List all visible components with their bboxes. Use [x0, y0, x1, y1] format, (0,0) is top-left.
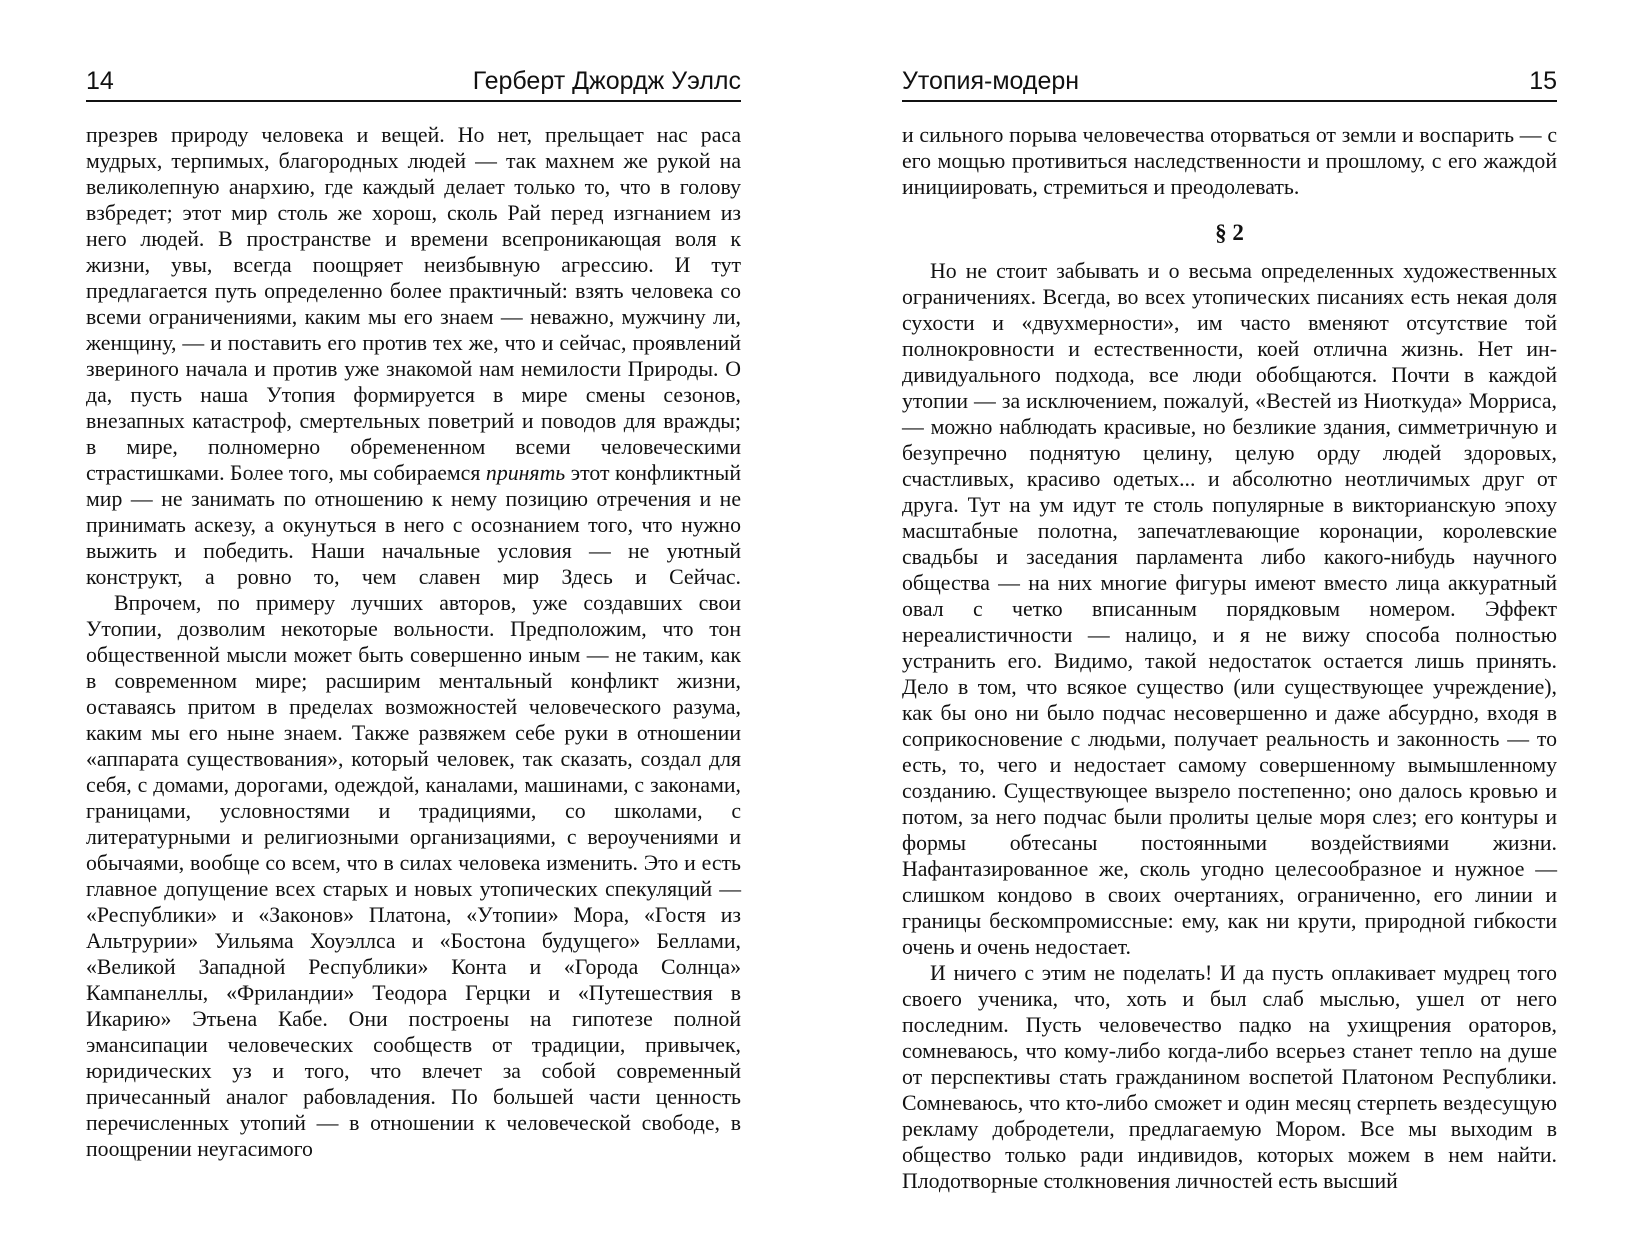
paragraph-text: этот конфликтный мир — не занимать по отношению к нему позицию отречения и не принимать аскезу, а окунуться в него с осознанием того, что нужно выжить и победить. Наши начальные условия — не уютный конструкт, а ровно то, чем славен мир Здесь и Сейчас. — [86, 461, 741, 589]
left-page — [86, 0, 741, 1252]
paragraph: Впрочем, по примеру лучших авторов, уже создавших свои Утопии, дозволим некоторые вольности. Предположим, что тон общественной мысли может быть совершенно иным — не таким, как в современном мире; расширим ментальный конфликт жизни, оставаясь притом в пределах возможностей человеческого разума, каким мы его ныне знаем. Также развяжем себе руки в отношении «аппарата существования», который человек, так сказать, создал для себя, с домами, дорогами, одеждой, каналами, машинами, с законами, границами, условностями и традициями, со школами, с литературными и религиозными организациями, с вероучениями и обычаями, вообще со всем, что в силах человека изменить. Это и есть главное допущение всех старых и новых утопических спекуляций — «Республики» и «Законов» Платона, «Утопии» Мора, «Гостя из Альтрурии» Уильяма Хоуэллса и «Бостона будущего» Беллами, «Великой Западной Республики» Конта и «Города Солнца» Кампанеллы, «Фриландии» Теодора Герцки и «Путешествия в Икарию» Этьена Кабе. Они построены на гипотезе полной эмансипации человеческих сообществ от традиции, привычек, юридических уз и того, что влечет за собой современный причесанный аналог рабовладения. По большей части ценность перечисленных утопий — в отношении к человеческой свободе, в поощрении неугасимого — [86, 591, 741, 1161]
emphasis-text: принять — [485, 461, 566, 485]
running-head-author: Герберт Джордж Уэллс — [472, 67, 741, 95]
section-heading: § 2 — [1215, 220, 1244, 245]
page-number: 15 — [1529, 67, 1557, 95]
paragraph — [86, 122, 741, 590]
running-head-title: Утопия-модерн — [902, 67, 1080, 95]
right-page-body — [902, 122, 1557, 1194]
page-number: 14 — [86, 67, 114, 95]
paragraph: и сильного порыва человечества оторваться от земли и воспарить — с его мощью противиться наследственности и прошлому, с его жаждой инициировать, стремиться и преодолевать. — [902, 123, 1557, 199]
paragraph: И ничего с этим не поделать! И да пусть оплакивает мудрец того своего ученика, что, хоть и был слаб мыслью, ушел от него последним. Пусть человечество падко на ухищрения ораторов, сомневаюсь, что кому-либо когда-либо всерьез станет тепло на душе от перспективы стать гражданином воспетой Платоном Республики. Сомневаюсь, что кто-либо сможет и один месяц стерпеть вездесущую рекламу добродетели, предлагаемую Мором. Все мы выходим в общество только ради индивидов, которых можем в нем найти. Плодотворные столкновения личностей есть высший — [902, 961, 1557, 1193]
right-page-header — [902, 62, 1557, 102]
right-page — [902, 0, 1557, 1252]
paragraph: Но не стоит забывать и о весьма определенных художественных ограничениях. Всегда, во всех утопических писаниях есть некая доля сухости и «двухмерности», им часто вменяют отсутствие той полнокровности и естественности, коей отлична жизнь. Нет индивидуального подхода, все люди обобщаются. Почти в каждой утопии — за исключением, пожалуй, «Вестей из Ниоткуда» Морриса, — можно наблюдать красивые, но безликие здания, симметричную и безупречно поднятую целину, целую орду людей здоровых, счастливых, красиво одетых... и абсолютно неотличимых друг от друга. Тут на ум идут те столь популярные в викторианскую эпоху масштабные полотна, запечатлевающие коронации, королевские свадьбы и заседания парламента либо какого-нибудь научного общества — на них многие фигуры имеют вместо лица аккуратный овал с четко вписанным порядковым номером. Эффект нереалистичности — налицо, и я не вижу способа полностью устранить его. Видимо, такой недостаток остается лишь принять. Дело в том, что всякое существо (или существующее учреждение), как бы оно ни было подчас несовершенно и даже абсурдно, входя в соприкосновение с людьми, получает реальность и законность — то есть, то, чего и недостает самому совершенному вымышленному созданию. Существующее вызрело постепенно; оно далось кровью и потом, за него подчас были пролиты целые моря слез; его контуры и формы обтесаны постоянными воздействиями жизни. Нафантазированное же, сколь угодно целесообразное и нужное — слишком кондово в своих очертаниях, ограниченно, его линии и границы бескомпромиссные: ему, как ни крути, природной гибкости очень и очень недостает. — [902, 259, 1557, 959]
left-page-body — [86, 122, 741, 1162]
paragraph-text: презрев природу человека и вещей. Но нет, прельщает нас раса мудрых, терпимых, благородных людей — так махнем же рукой на великолепную анархию, где каждый делает только то, что в голову взбредет; этот мир столь же хорош, сколь Рай перед изгнанием из него людей. В пространстве и времени всепроникающая воля к жизни, увы, всегда поощряет неизбывную агрессию. И тут предлагается путь определенно более практичный: взять человека со всеми ограничениями, каким мы его знаем — неважно, мужчину ли, женщину, — и поставить его против тех же, что и сейчас, проявлений звериного начала и против уже знакомой нам немилости Природы. О да, пусть наша Утопия формируется в мире смены сезонов, внезапных катастроф, смертельных поветрий и поводов для вражды; в мире, полномерно обремененном всеми человеческими страстишками. Более того, мы собираемся — [86, 123, 741, 485]
left-page-header — [86, 62, 741, 102]
